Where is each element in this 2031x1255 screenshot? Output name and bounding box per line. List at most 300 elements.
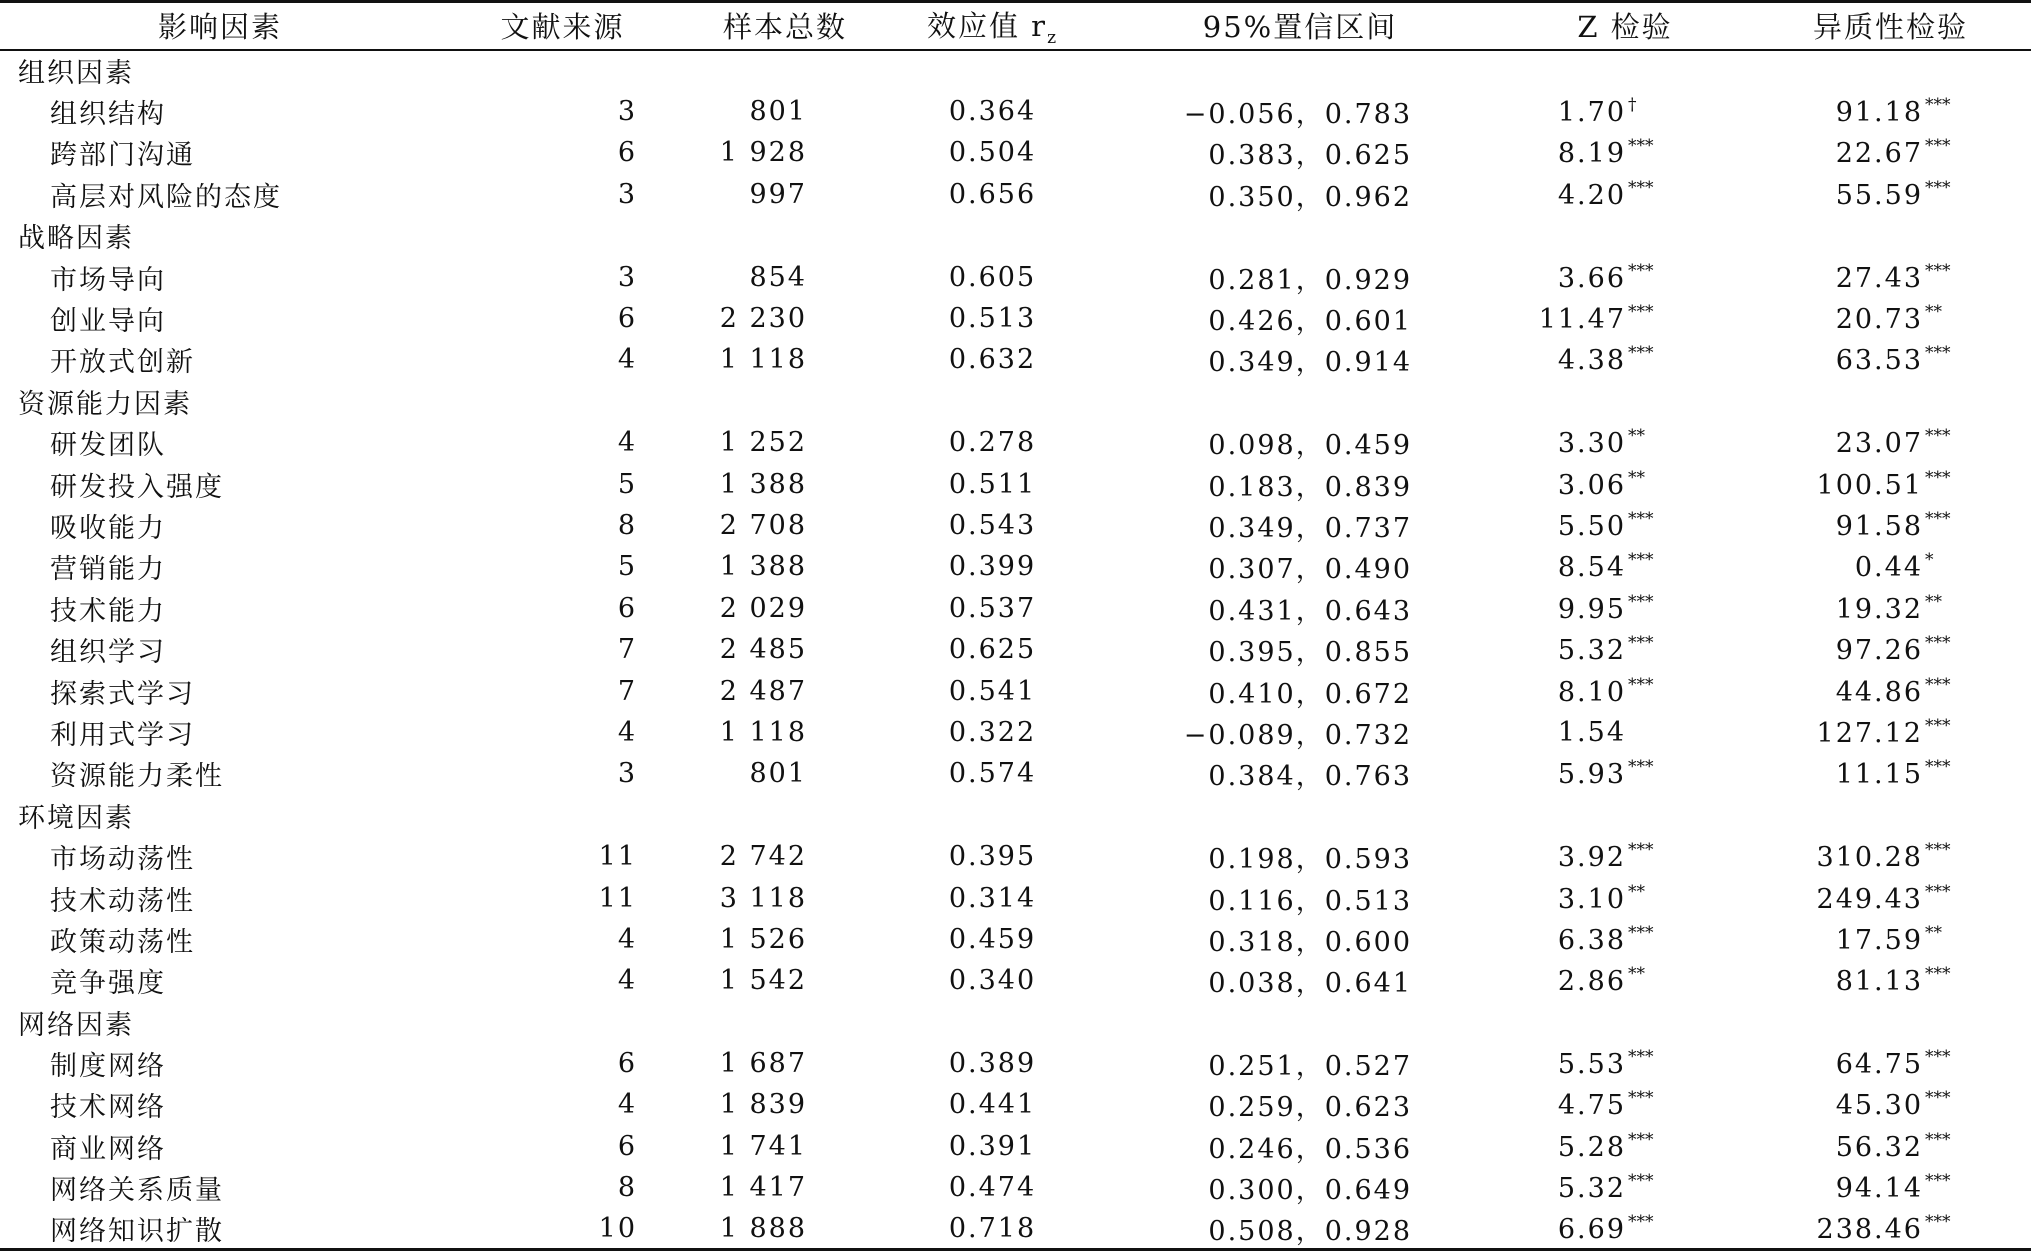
sample-total: 1 118 [719, 344, 807, 376]
heterogeneity-cell [1750, 919, 2031, 960]
confidence-interval: 0.395，0.855 [1208, 637, 1412, 669]
heterogeneity-significance: *** [1925, 840, 1951, 861]
z-significance: *** [1628, 1047, 1654, 1068]
factor-name: 市场动荡性 [50, 844, 195, 876]
heterogeneity-significance: ** [1925, 302, 1942, 323]
z-significance: *** [1628, 136, 1654, 157]
heterogeneity-cell [1750, 1084, 2031, 1125]
z-significance: *** [1628, 922, 1654, 943]
factor-name: 市场导向 [50, 264, 166, 296]
sample-total: 1 417 [719, 1172, 807, 1204]
heterogeneity-value: 20.73 [1835, 304, 1923, 336]
sample-total: 1 928 [719, 137, 807, 169]
heterogeneity-value: 81.13 [1835, 966, 1923, 998]
factor-name: 技术能力 [50, 595, 166, 627]
heterogeneity-significance: *** [1925, 674, 1951, 695]
heterogeneity-cell [1750, 422, 2031, 463]
heterogeneity-significance: *** [1925, 95, 1951, 116]
heterogeneity-significance: ** [1925, 922, 1942, 943]
sample-total: 1 388 [719, 468, 807, 500]
header-sources: 文献来源 [440, 2, 685, 50]
effect-size: 0.441 [948, 1089, 1037, 1121]
sample-total: 1 388 [719, 551, 807, 583]
factor-name: 政策动荡性 [50, 926, 195, 958]
factor-name: 吸收能力 [50, 512, 166, 544]
source-count: 7 [617, 675, 637, 707]
z-test-cell [1500, 670, 1750, 711]
effect-size: 0.513 [948, 303, 1037, 335]
table-row [0, 1084, 2031, 1125]
table-row [0, 91, 2031, 132]
heterogeneity-value: 56.32 [1835, 1131, 1923, 1163]
effect-size: 0.278 [948, 427, 1037, 459]
confidence-interval: 0.410，0.672 [1208, 678, 1412, 710]
z-significance: *** [1628, 260, 1654, 281]
z-significance: *** [1628, 674, 1654, 695]
heterogeneity-cell [1750, 174, 2031, 215]
heterogeneity-significance: *** [1925, 1171, 1951, 1192]
factor-name: 网络关系质量 [50, 1175, 224, 1207]
z-significance: *** [1628, 1129, 1654, 1150]
heterogeneity-value: 249.43 [1816, 883, 1923, 915]
z-test-cell [1500, 91, 1750, 132]
heterogeneity-significance: *** [1925, 1047, 1951, 1068]
heterogeneity-value: 44.86 [1835, 676, 1923, 708]
source-count: 5 [617, 551, 637, 583]
effect-size: 0.322 [948, 716, 1037, 748]
table-row [0, 712, 2031, 753]
source-count: 4 [617, 716, 637, 748]
sample-total: 1 118 [719, 716, 807, 748]
confidence-interval: 0.259，0.623 [1208, 1092, 1412, 1124]
effect-size: 0.541 [948, 675, 1037, 707]
source-count: 8 [617, 1172, 637, 1204]
heterogeneity-cell [1750, 256, 2031, 297]
heterogeneity-value: 238.46 [1816, 1213, 1923, 1245]
group-name: 环境因素 [18, 802, 134, 834]
z-test-cell [1500, 1208, 1750, 1249]
source-count: 6 [617, 592, 637, 624]
source-count: 4 [617, 1089, 637, 1121]
heterogeneity-value: 0.44 [1854, 552, 1923, 584]
heterogeneity-value: 45.30 [1835, 1090, 1923, 1122]
z-significance: *** [1628, 840, 1654, 861]
z-test-cell [1500, 1084, 1750, 1125]
sample-total: 3 118 [719, 882, 807, 914]
header-z-test: Z 检验 [1500, 2, 1750, 50]
heterogeneity-cell [1750, 753, 2031, 794]
heterogeneity-cell [1750, 339, 2031, 380]
factor-name: 利用式学习 [50, 719, 195, 751]
table-row [0, 836, 2031, 877]
source-count: 5 [617, 468, 637, 500]
factor-name: 组织学习 [50, 637, 166, 669]
sample-total: 997 [749, 178, 807, 210]
z-test-cell [1500, 877, 1750, 918]
heterogeneity-cell [1750, 463, 2031, 504]
table-row [0, 629, 2031, 670]
heterogeneity-cell [1750, 960, 2031, 1001]
table-row [0, 670, 2031, 711]
header-ci: 95%置信区间 [1100, 2, 1500, 50]
heterogeneity-value: 19.32 [1835, 593, 1923, 625]
z-test-cell [1500, 588, 1750, 629]
z-significance: *** [1628, 343, 1654, 364]
confidence-interval: 0.183，0.839 [1208, 471, 1412, 503]
factor-name: 探索式学习 [50, 678, 195, 710]
confidence-interval: 0.300，0.649 [1208, 1175, 1412, 1207]
z-significance: *** [1628, 508, 1654, 529]
effect-size: 0.340 [948, 965, 1037, 997]
group-row [0, 50, 2031, 91]
table-row [0, 588, 2031, 629]
z-significance: *** [1628, 302, 1654, 323]
sample-total: 801 [749, 758, 807, 790]
group-name: 资源能力因素 [18, 388, 192, 420]
z-value: 6.38 [1557, 924, 1626, 956]
confidence-interval: 0.251，0.527 [1208, 1051, 1412, 1083]
source-count: 3 [617, 758, 637, 790]
heterogeneity-cell [1750, 588, 2031, 629]
header-sample: 样本总数 [685, 2, 885, 50]
table-row [0, 877, 2031, 918]
heterogeneity-significance: *** [1925, 136, 1951, 157]
z-value: 4.38 [1557, 345, 1626, 377]
confidence-interval: 0.350，0.962 [1208, 181, 1412, 213]
z-test-cell [1500, 132, 1750, 173]
effect-size: 0.625 [948, 634, 1037, 666]
heterogeneity-value: 55.59 [1835, 179, 1923, 211]
confidence-interval: −0.056，0.783 [1183, 99, 1412, 131]
z-significance: ** [1628, 964, 1645, 985]
z-value: 9.95 [1557, 593, 1626, 625]
z-significance: *** [1628, 757, 1654, 778]
factor-name: 技术动荡性 [50, 885, 195, 917]
z-value: 1.70 [1557, 97, 1626, 129]
heterogeneity-significance: *** [1925, 1211, 1951, 1232]
heterogeneity-significance: *** [1925, 426, 1951, 447]
z-test-cell [1500, 753, 1750, 794]
heterogeneity-significance: *** [1925, 508, 1951, 529]
factor-name: 研发投入强度 [50, 471, 224, 503]
z-value: 8.19 [1557, 138, 1626, 170]
sample-total: 2 742 [719, 841, 807, 873]
z-value: 5.32 [1557, 635, 1626, 667]
z-test-cell [1500, 505, 1750, 546]
confidence-interval: 0.431，0.643 [1208, 595, 1412, 627]
source-count: 11 [598, 882, 637, 914]
z-test-cell [1500, 1167, 1750, 1208]
source-count: 3 [617, 261, 637, 293]
heterogeneity-cell [1750, 670, 2031, 711]
table-row [0, 298, 2031, 339]
source-count: 6 [617, 303, 637, 335]
effect-size: 0.399 [948, 551, 1037, 583]
z-value: 3.92 [1557, 842, 1626, 874]
z-significance: *** [1628, 1171, 1654, 1192]
source-count: 11 [598, 841, 637, 873]
effect-size: 0.391 [948, 1130, 1037, 1162]
z-test-cell [1500, 836, 1750, 877]
source-count: 8 [617, 509, 637, 541]
sample-total: 2 708 [719, 509, 807, 541]
table-row [0, 1126, 2031, 1167]
heterogeneity-value: 100.51 [1816, 469, 1923, 501]
effect-size: 0.474 [948, 1172, 1037, 1204]
heterogeneity-significance: *** [1925, 881, 1951, 902]
group-name: 网络因素 [18, 1009, 134, 1041]
group-row [0, 1001, 2031, 1042]
effect-size: 0.459 [948, 923, 1037, 955]
heterogeneity-value: 27.43 [1835, 262, 1923, 294]
z-significance: *** [1628, 1211, 1654, 1232]
header-heterogeneity: 异质性检验 [1750, 2, 2031, 50]
sample-total: 1 741 [719, 1130, 807, 1162]
table-body [0, 50, 2031, 1250]
factor-name: 技术网络 [50, 1092, 166, 1124]
z-test-cell [1500, 1126, 1750, 1167]
table-row [0, 1043, 2031, 1084]
confidence-interval: 0.349，0.914 [1208, 347, 1412, 379]
heterogeneity-significance: *** [1925, 467, 1951, 488]
z-test-cell [1500, 960, 1750, 1001]
z-test-cell [1500, 174, 1750, 215]
confidence-interval: −0.089，0.732 [1183, 719, 1412, 751]
z-value: 8.54 [1557, 552, 1626, 584]
heterogeneity-significance: * [1925, 550, 1934, 571]
confidence-interval: 0.508，0.928 [1100, 1208, 1500, 1249]
header-effect [885, 2, 1100, 50]
effect-size: 0.605 [948, 261, 1037, 293]
table-row [0, 1208, 2031, 1249]
header-factor: 影响因素 [0, 2, 440, 50]
z-significance: *** [1628, 1088, 1654, 1109]
heterogeneity-significance: *** [1925, 1088, 1951, 1109]
heterogeneity-value: 91.18 [1835, 97, 1923, 129]
sample-total: 1 687 [719, 1048, 807, 1080]
heterogeneity-cell [1750, 712, 2031, 753]
z-value: 1.54 [1557, 716, 1626, 748]
factor-name: 研发团队 [50, 430, 166, 462]
table-row [0, 505, 2031, 546]
z-value: 3.10 [1557, 883, 1626, 915]
heterogeneity-cell [1750, 1043, 2031, 1084]
heterogeneity-significance: *** [1925, 177, 1951, 198]
heterogeneity-significance: *** [1925, 1129, 1951, 1150]
effect-size: 0.314 [948, 882, 1037, 914]
z-significance: ** [1628, 467, 1645, 488]
source-count: 4 [617, 344, 637, 376]
confidence-interval: 0.281，0.929 [1208, 264, 1412, 296]
sample-total: 2 029 [719, 592, 807, 624]
confidence-interval: 0.307，0.490 [1208, 554, 1412, 586]
heterogeneity-cell [1750, 91, 2031, 132]
effect-size: 0.504 [948, 137, 1037, 169]
factor-name: 商业网络 [50, 1133, 166, 1165]
factor-name: 组织结构 [50, 99, 166, 131]
confidence-interval: 0.116，0.513 [1208, 885, 1412, 917]
z-significance: *** [1628, 633, 1654, 654]
heterogeneity-value: 310.28 [1816, 842, 1923, 874]
table-row [0, 422, 2031, 463]
effect-size: 0.511 [948, 468, 1037, 500]
factor-name: 制度网络 [50, 1051, 166, 1083]
table-row [0, 132, 2031, 173]
z-test-cell [1500, 339, 1750, 380]
group-row [0, 795, 2031, 836]
heterogeneity-cell [1750, 546, 2031, 587]
source-count: 3 [617, 96, 637, 128]
heterogeneity-cell [1750, 132, 2031, 173]
z-value: 2.86 [1557, 966, 1626, 998]
z-value: 4.75 [1557, 1090, 1626, 1122]
heterogeneity-value: 127.12 [1816, 717, 1923, 749]
heterogeneity-value: 91.58 [1835, 510, 1923, 542]
heterogeneity-significance: *** [1925, 633, 1951, 654]
heterogeneity-significance: *** [1925, 964, 1951, 985]
factor-name: 营销能力 [50, 554, 166, 586]
confidence-interval: 0.318，0.600 [1208, 926, 1412, 958]
z-value: 5.32 [1557, 1173, 1626, 1205]
group-name: 组织因素 [18, 58, 134, 90]
effect-size: 0.656 [948, 178, 1037, 210]
table-row [0, 960, 2031, 1001]
header-effect-subscript: z [1047, 27, 1059, 48]
table-row [0, 339, 2031, 380]
sample-total: 1 526 [719, 923, 807, 955]
heterogeneity-cell [1750, 1208, 2031, 1249]
confidence-interval: 0.246，0.536 [1208, 1133, 1412, 1165]
factor-name: 资源能力柔性 [50, 761, 224, 793]
sample-total: 1 888 [685, 1208, 885, 1249]
sample-total: 2 485 [719, 634, 807, 666]
factor-name: 创业导向 [50, 306, 166, 338]
heterogeneity-cell [1750, 1167, 2031, 1208]
heterogeneity-value: 97.26 [1835, 635, 1923, 667]
factor-name: 开放式创新 [50, 347, 195, 379]
table-row [0, 919, 2031, 960]
z-value: 5.53 [1557, 1049, 1626, 1081]
confidence-interval: 0.098，0.459 [1208, 430, 1412, 462]
source-count: 4 [617, 923, 637, 955]
z-test-cell [1500, 298, 1750, 339]
heterogeneity-significance: *** [1925, 757, 1951, 778]
effect-size: 0.632 [948, 344, 1037, 376]
factor-name: 高层对风险的态度 [50, 181, 282, 213]
table-row [0, 1167, 2031, 1208]
z-value: 5.28 [1557, 1131, 1626, 1163]
heterogeneity-cell [1750, 505, 2031, 546]
effect-size: 0.537 [948, 592, 1037, 624]
z-significance: † [1628, 95, 1637, 116]
z-value: 5.50 [1557, 510, 1626, 542]
source-count: 3 [617, 178, 637, 210]
effect-size: 0.574 [948, 758, 1037, 790]
effect-size: 0.395 [948, 841, 1037, 873]
z-value: 4.20 [1557, 179, 1626, 211]
effect-size: 0.718 [885, 1208, 1100, 1249]
confidence-interval: 0.384，0.763 [1208, 761, 1412, 793]
sample-total: 801 [749, 96, 807, 128]
table-row [0, 463, 2031, 504]
source-count: 10 [440, 1208, 685, 1249]
factor-name: 竞争强度 [50, 968, 166, 1000]
table-row [0, 546, 2031, 587]
confidence-interval: 0.383，0.625 [1208, 140, 1412, 172]
header-row [0, 2, 2031, 50]
effect-size: 0.364 [948, 96, 1037, 128]
z-test-cell [1500, 629, 1750, 670]
heterogeneity-cell [1750, 629, 2031, 670]
confidence-interval: 0.349，0.737 [1208, 512, 1412, 544]
z-significance: *** [1628, 177, 1654, 198]
z-significance: ** [1628, 426, 1645, 447]
confidence-interval: 0.038，0.641 [1208, 968, 1412, 1000]
sample-total: 1 252 [719, 427, 807, 459]
heterogeneity-cell [1750, 1126, 2031, 1167]
effect-size: 0.389 [948, 1048, 1037, 1080]
z-value: 5.93 [1557, 759, 1626, 791]
z-significance: *** [1628, 550, 1654, 571]
heterogeneity-significance: *** [1925, 715, 1951, 736]
z-test-cell [1500, 712, 1750, 753]
z-test-cell [1500, 256, 1750, 297]
z-value: 3.66 [1557, 262, 1626, 294]
z-test-cell [1500, 1043, 1750, 1084]
z-value: 6.69 [1557, 1213, 1626, 1245]
sample-total: 854 [749, 261, 807, 293]
heterogeneity-significance: *** [1925, 343, 1951, 364]
z-test-cell [1500, 919, 1750, 960]
z-test-cell [1500, 546, 1750, 587]
heterogeneity-cell [1750, 877, 2031, 918]
z-test-cell [1500, 463, 1750, 504]
source-count: 6 [617, 1048, 637, 1080]
heterogeneity-value: 23.07 [1835, 428, 1923, 460]
source-count: 4 [617, 965, 637, 997]
heterogeneity-value: 17.59 [1835, 924, 1923, 956]
z-value: 11.47 [1538, 304, 1626, 336]
heterogeneity-value: 11.15 [1835, 759, 1923, 791]
heterogeneity-cell [1750, 298, 2031, 339]
source-count: 4 [617, 427, 637, 459]
factor-name: 网络知识扩散 [0, 1208, 440, 1249]
sample-total: 1 839 [719, 1089, 807, 1121]
z-test-cell [1500, 422, 1750, 463]
group-row [0, 381, 2031, 422]
z-significance: ** [1628, 881, 1645, 902]
source-count: 6 [617, 1130, 637, 1162]
group-row [0, 215, 2031, 256]
source-count: 7 [617, 634, 637, 666]
factor-name: 跨部门沟通 [50, 140, 195, 172]
confidence-interval: 0.198，0.593 [1208, 844, 1412, 876]
z-value: 3.30 [1557, 428, 1626, 460]
heterogeneity-significance: ** [1925, 591, 1942, 612]
group-name: 战略因素 [18, 223, 134, 255]
source-count: 6 [617, 137, 637, 169]
table-row [0, 753, 2031, 794]
heterogeneity-significance: *** [1925, 260, 1951, 281]
heterogeneity-value: 22.67 [1835, 138, 1923, 170]
heterogeneity-value: 63.53 [1835, 345, 1923, 377]
z-significance: *** [1628, 591, 1654, 612]
header-effect-label: 效应值 r [926, 8, 1048, 43]
z-value: 3.06 [1557, 469, 1626, 501]
effect-size: 0.543 [948, 509, 1037, 541]
confidence-interval: 0.426，0.601 [1208, 306, 1412, 338]
sample-total: 2 230 [719, 303, 807, 335]
